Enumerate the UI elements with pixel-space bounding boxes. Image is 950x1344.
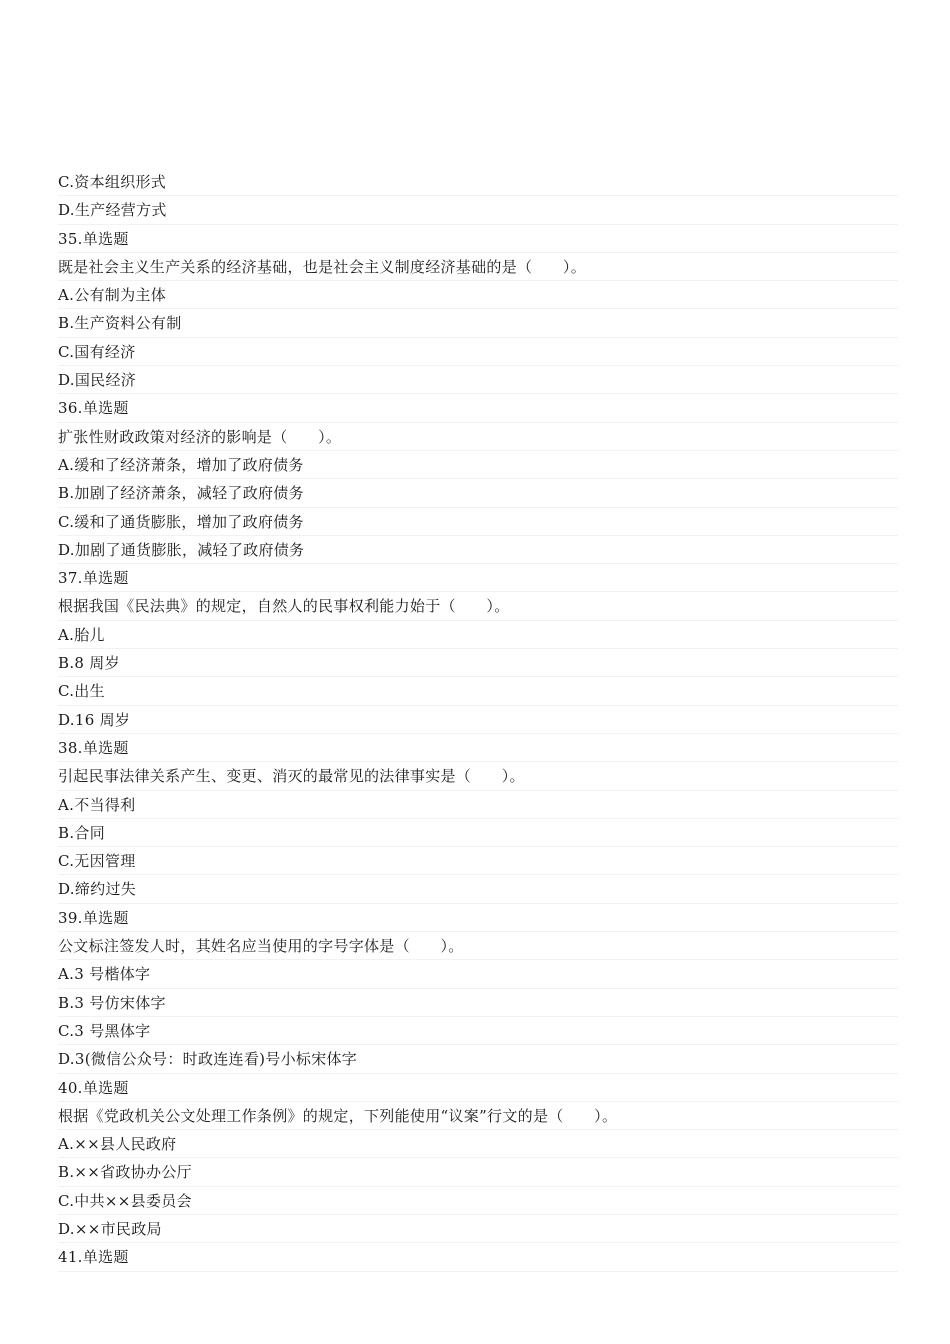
option-text: C.3 号黑体字 (58, 1017, 898, 1045)
option-text: B.加剧了经济萧条，减轻了政府债务 (58, 479, 898, 507)
option-text: A.3 号楷体字 (58, 960, 898, 988)
question-header: 41.单选题 (58, 1243, 898, 1271)
question-header: 38.单选题 (58, 734, 898, 762)
question-stem: 扩张性财政政策对经济的影响是（ ）。 (58, 423, 898, 451)
option-text: B.3 号仿宋体字 (58, 989, 898, 1017)
option-text: A.胎儿 (58, 621, 898, 649)
question-header: 39.单选题 (58, 904, 898, 932)
option-text: A.不当得利 (58, 791, 898, 819)
option-text: C.缓和了通货膨胀，增加了政府债务 (58, 508, 898, 536)
question-list (58, 168, 898, 1272)
question-stem: 既是社会主义生产关系的经济基础，也是社会主义制度经济基础的是（ ）。 (58, 253, 898, 281)
option-text: A.××县人民政府 (58, 1130, 898, 1158)
option-text: B.8 周岁 (58, 649, 898, 677)
option-text: D.3(微信公众号：时政连连看)号小标宋体字 (58, 1045, 898, 1073)
question-header: 40.单选题 (58, 1074, 898, 1102)
option-text: C.资本组织形式 (58, 168, 898, 196)
option-text: B.合同 (58, 819, 898, 847)
option-text: C.中共××县委员会 (58, 1187, 898, 1215)
option-text: D.加剧了通货膨胀，减轻了政府债务 (58, 536, 898, 564)
option-text: D.××市民政局 (58, 1215, 898, 1243)
question-header: 35.单选题 (58, 225, 898, 253)
option-text: B.生产资料公有制 (58, 309, 898, 337)
question-stem: 引起民事法律关系产生、变更、消灭的最常见的法律事实是（ ）。 (58, 762, 898, 790)
question-header: 36.单选题 (58, 394, 898, 422)
option-text: D.缔约过失 (58, 875, 898, 903)
option-text: B.××省政协办公厅 (58, 1158, 898, 1186)
question-stem: 根据我国《民法典》的规定，自然人的民事权利能力始于（ ）。 (58, 592, 898, 620)
option-text: D.生产经营方式 (58, 196, 898, 224)
option-text: A.公有制为主体 (58, 281, 898, 309)
option-text: C.国有经济 (58, 338, 898, 366)
option-text: D.16 周岁 (58, 706, 898, 734)
option-text: A.缓和了经济萧条，增加了政府债务 (58, 451, 898, 479)
option-text: D.国民经济 (58, 366, 898, 394)
question-stem: 根据《党政机关公文处理工作条例》的规定，下列能使用“议案”行文的是（ ）。 (58, 1102, 898, 1130)
question-stem: 公文标注签发人时，其姓名应当使用的字号字体是（ ）。 (58, 932, 898, 960)
option-text: C.无因管理 (58, 847, 898, 875)
question-header: 37.单选题 (58, 564, 898, 592)
option-text: C.出生 (58, 677, 898, 705)
